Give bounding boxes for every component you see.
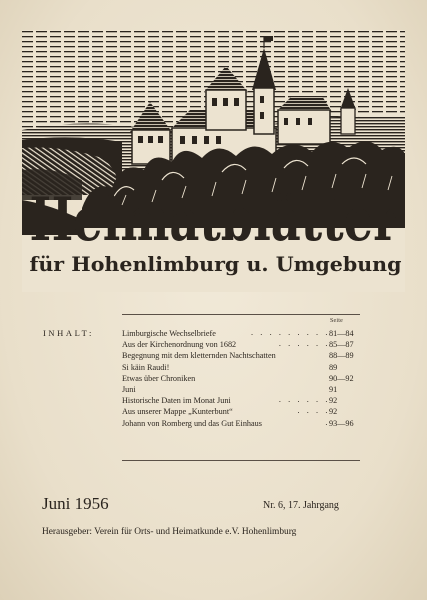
- toc-entry-pages: 81—84: [329, 329, 354, 338]
- toc-entry-pages: 92: [329, 396, 338, 406]
- toc-entry-pages: 85—87: [329, 340, 354, 350]
- masthead-subtitle-text: für Hohenlimburg u. Umgebung: [29, 252, 402, 276]
- toc-leader-dots: . . . .: [297, 406, 330, 416]
- toc-entry: [122, 418, 362, 429]
- masthead-title-text: Heimatblätter: [29, 185, 399, 255]
- toc-entry-pages: 92: [329, 407, 338, 417]
- toc-leader-dots: . . . . . .: [278, 395, 330, 405]
- issue-date: Juni 1956: [42, 494, 109, 513]
- toc-entry: [122, 373, 362, 384]
- toc-rule-bottom: [122, 460, 360, 461]
- toc-entry-title: Etwas über Chroniken: [122, 373, 196, 383]
- toc-entry: [122, 339, 362, 350]
- contents-label: INHALT:: [43, 328, 94, 338]
- toc-leader-dots: . . . . . . . . .: [251, 328, 330, 337]
- toc-entry-pages: 91: [329, 384, 338, 394]
- toc-entry-title: Aus unserer Mappe „Kunterbunt“: [122, 407, 233, 417]
- toc-entry: [122, 362, 362, 373]
- table-of-contents: [122, 328, 362, 429]
- issue-number: Nr. 6, 17. Jahrgang: [263, 500, 339, 511]
- toc-entry-pages: 93—96: [329, 418, 354, 428]
- toc-leader-dots: .: [325, 417, 330, 427]
- toc-entry-pages: 88—89: [329, 351, 354, 361]
- masthead-title: [22, 178, 405, 256]
- toc-entry-title: Historische Daten im Monat Juni: [122, 396, 231, 406]
- toc-entry-title: Johann von Romberg und das Gut Einhaus: [122, 418, 262, 428]
- toc-entry: [122, 350, 362, 361]
- toc-entry-title: Aus der Kirchenordnung von 1682: [122, 340, 237, 350]
- toc-entry-title: Begegnung mit dem kletternden Nachtschatten: [122, 351, 276, 361]
- toc-rule-top: [122, 314, 360, 315]
- masthead-subtitle: [26, 249, 405, 279]
- toc-entry-pages: 89: [329, 362, 338, 372]
- page-column-label: Seite: [330, 318, 343, 324]
- toc-entry-title: Juni: [122, 384, 136, 394]
- toc-entry-title: Si käin Raudi!: [122, 362, 170, 372]
- toc-entry-pages: 90—92: [329, 373, 354, 383]
- toc-entry-title: Limburgische Wechselbriefe: [122, 329, 216, 338]
- publisher-line: Herausgeber: Verein für Orts- und Heimatkunde e.V. Hohenlimburg: [42, 527, 297, 537]
- toc-leader-dots: . . . . . .: [278, 339, 330, 349]
